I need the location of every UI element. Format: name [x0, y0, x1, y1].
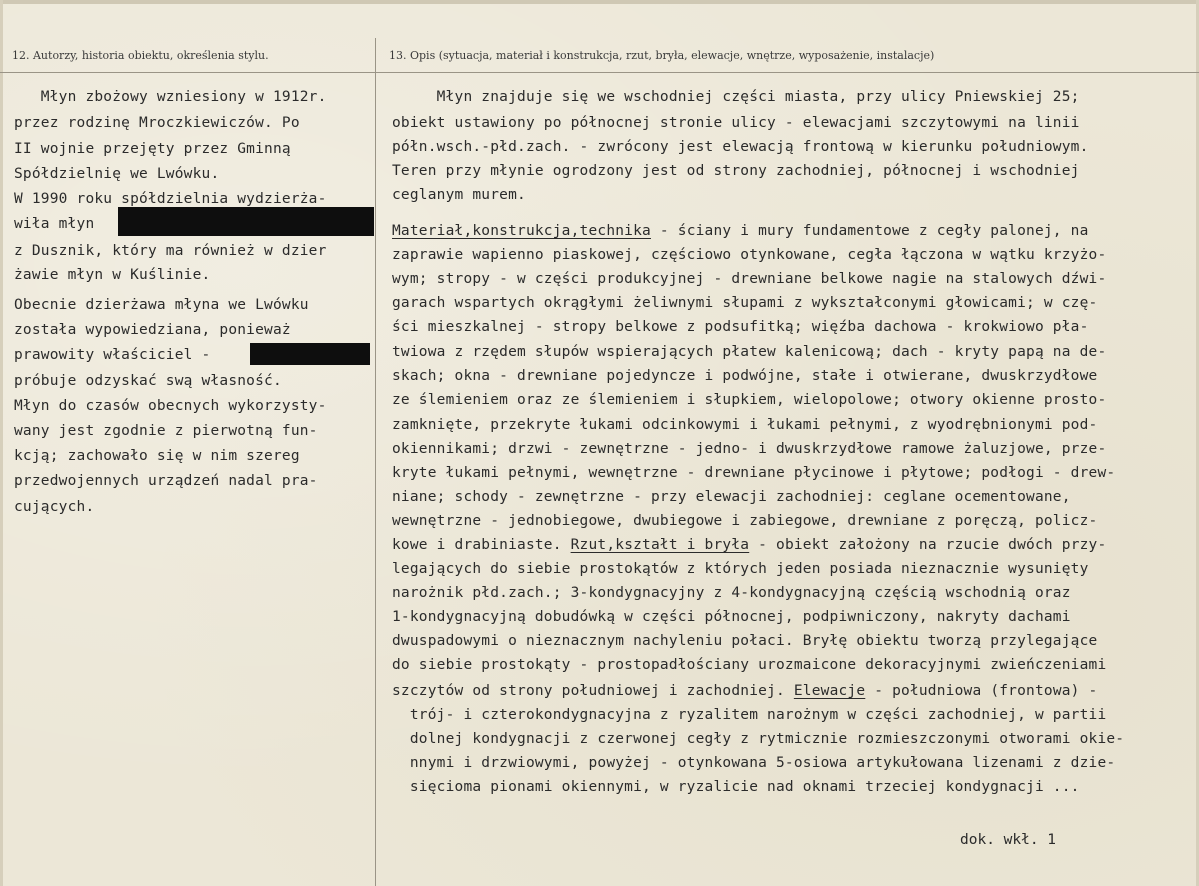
right-text-line: [392, 756, 1115, 771]
text-segment: kowe i drabiniaste.: [392, 537, 571, 553]
right-text-line: [392, 116, 1080, 131]
text-segment: do siebie prostokąty - prostopadłościany urozmaicone dekoracyjnymi zwieńczeniami: [392, 657, 1107, 673]
text-segment: półn.wsch.-płd.zach. - zwrócony jest elewacją frontową w kierunku południowym.: [392, 139, 1089, 155]
text-segment: dwuspadowymi o nieznacznym nachyleniu połaci. Bryłę obiektu tworzą przylegające: [392, 633, 1098, 649]
document-reference: dok. wkł. 1: [960, 832, 1057, 848]
left-text-line: Młyn do czasów obecnych wykorzysty-: [14, 398, 327, 414]
right-text-line: [392, 140, 1089, 155]
right-text-line: [392, 442, 1106, 457]
text-segment: okiennikami; drzwi - zewnętrzne - jedno- i dwuskrzydłowe ramowe żaluzjowe, prze-: [392, 441, 1107, 457]
left-text-line: prawowity właściciel -: [14, 347, 211, 363]
text-segment: trój- i czterokondygnacyjna z ryzalitem narożnym w części zachodniej, w partii: [392, 707, 1107, 723]
right-text-line: [392, 538, 1106, 553]
left-text-line: próbuje odzyskać swą własność.: [14, 373, 282, 389]
left-text-line: wany jest zgodnie z pierwotną fun-: [14, 423, 318, 439]
text-segment: - południowa (frontowa) -: [865, 683, 1098, 699]
text-segment: zamknięte, przekryte łukami odcinkowymi i łukami pełnymi, z wyodrębnionymi pod-: [392, 417, 1098, 433]
right-text-line: [392, 514, 1097, 529]
right-text-line: [392, 658, 1106, 673]
text-segment: Teren przy młynie ogrodzony jest od strony zachodniej, północnej i wschodniej: [392, 163, 1080, 179]
header-divider: [0, 72, 1199, 73]
redaction-bar-1: [118, 207, 374, 236]
text-segment: obiekt ustawiony po północnej stronie ulicy - elewacjami szczytowymi na linii: [392, 115, 1080, 131]
underlined-heading: Materiał,konstrukcja,technika: [392, 223, 651, 239]
text-segment: - obiekt założony na rzucie dwóch przy-: [749, 537, 1107, 553]
text-segment: ze ślemieniem oraz ze ślemieniem i słupkiem, wielopolowe; otwory okienne prosto-: [392, 392, 1107, 408]
left-text-line: cujących.: [14, 499, 95, 515]
left-text-line: przez rodzinę Mroczkiewiczów. Po: [14, 115, 300, 131]
left-text-line: W 1990 roku spółdzielnia wydzierża-: [14, 191, 327, 207]
text-segment: wewnętrzne - jednobiegowe, dwubiegowe i zabiegowe, drewniane z poręczą, policz-: [392, 513, 1098, 529]
left-text-line: przedwojennych urządzeń nadal pra-: [14, 473, 318, 489]
left-text-line: żawie młyn w Kuślinie.: [14, 267, 211, 283]
right-text-line: [392, 248, 1106, 263]
text-segment: legających do siebie prostokątów z których jeden posiada nieznacznie wysunięty: [392, 561, 1089, 577]
right-text-line: [392, 708, 1106, 723]
right-text-line: [392, 272, 1106, 287]
text-segment: kryte łukami pełnymi, wewnętrzne - drewniane płycinowe i płytowe; podłogi - drew-: [392, 465, 1116, 481]
right-text-line: [392, 369, 1097, 384]
underlined-heading: Elewacje: [793, 683, 866, 699]
right-text-line: [392, 164, 1080, 179]
right-section-header: 13. Opis (sytuacja, materiał i konstrukcja, rzut, bryła, elewacje, wnętrze, wyposażenie, instalacje): [389, 49, 935, 62]
right-text-line: [392, 562, 1089, 577]
left-text-line: została wypowiedziana, ponieważ: [14, 322, 291, 338]
text-segment: ceglanym murem.: [392, 187, 526, 203]
right-text-line: [392, 466, 1115, 481]
left-text-line: Młyn zbożowy wzniesiony w 1912r.: [14, 89, 327, 105]
column-divider: [375, 38, 376, 886]
right-text-line: [392, 634, 1097, 649]
text-segment: dolnej kondygnacji z czerwonej cegły z rytmicznie rozmieszczonymi otworami okie-: [392, 731, 1125, 747]
right-text-line: [392, 224, 1089, 239]
left-text-line: kcją; zachowało się w nim szereg: [14, 448, 300, 464]
page-left-edge: [0, 0, 3, 886]
page-top-edge: [0, 0, 1199, 4]
text-segment: wym; stropy - w części produkcyjnej - drewniane belkowe nagie na stalowych dźwi-: [392, 271, 1107, 287]
left-section-header: 12. Autorzy, historia obiektu, określenia stylu.: [12, 49, 269, 62]
right-text-line: [392, 684, 1097, 699]
text-segment: niane; schody - zewnętrzne - przy elewacji zachodniej: ceglane ocementowane,: [392, 489, 1071, 505]
text-segment: szczytów od strony południowej i zachodniej.: [392, 683, 794, 699]
right-text-line: [392, 732, 1124, 747]
text-segment: ści mieszkalnej - stropy belkowe z podsufitką; więźba dachowa - krokwiowo pła-: [392, 319, 1089, 335]
left-text-line: Spółdzielnię we Lwówku.: [14, 166, 220, 182]
text-segment: - ściany i mury fundamentowe z cegły palonej, na: [650, 223, 1089, 239]
redaction-bar-2: [250, 343, 370, 365]
text-segment: sięcioma pionami okiennymi, w ryzalicie nad oknami trzeciej kondygnacji ...: [392, 779, 1080, 795]
text-segment: narożnik płd.zach.; 3-kondygnacyjny z 4-kondygnacyjną częścią wschodnią oraz: [392, 585, 1071, 601]
text-segment: Młyn znajduje się we wschodniej części miasta, przy ulicy Pniewskiej 25;: [392, 89, 1080, 105]
right-text-line: [392, 296, 1097, 311]
right-text-line: [392, 586, 1071, 601]
text-segment: nnymi i drzwiowymi, powyżej - otynkowana 5-osiowa artykułowana lizenami z dzie-: [392, 755, 1116, 771]
text-segment: garach wspartych okrągłymi żeliwnymi słupami z wykształconymi głowicami; w czę-: [392, 295, 1098, 311]
text-segment: zaprawie wapienno piaskowej, częściowo otynkowane, cegła łączona w wątku krzyżo-: [392, 247, 1107, 263]
right-text-line: [392, 188, 526, 203]
right-text-line: [392, 345, 1106, 360]
left-text-line: z Dusznik, który ma również w dzier: [14, 243, 327, 259]
right-text-line: [392, 490, 1071, 505]
right-text-line: [392, 418, 1097, 433]
right-text-line: [392, 780, 1080, 795]
text-segment: 1-kondygnacyjną dobudówką w części północnej, podpiwniczony, nakryty dachami: [392, 609, 1071, 625]
left-text-line: wiła młyn: [14, 216, 95, 232]
left-text-line: Obecnie dzierżawa młyna we Lwówku: [14, 297, 309, 313]
underlined-heading: Rzut,kształt i bryła: [570, 537, 750, 553]
right-text-line: [392, 393, 1106, 408]
right-text-line: [392, 610, 1071, 625]
right-text-line: [392, 90, 1080, 105]
text-segment: skach; okna - drewniane pojedyncze i podwójne, stałe i otwierane, dwuskrzydłowe: [392, 368, 1098, 384]
right-text-line: [392, 320, 1089, 335]
text-segment: twiowa z rzędem słupów wspierających płatew kalenicową; dach - kryty papą na de-: [392, 344, 1107, 360]
left-text-line: II wojnie przejęty przez Gminną: [14, 141, 291, 157]
